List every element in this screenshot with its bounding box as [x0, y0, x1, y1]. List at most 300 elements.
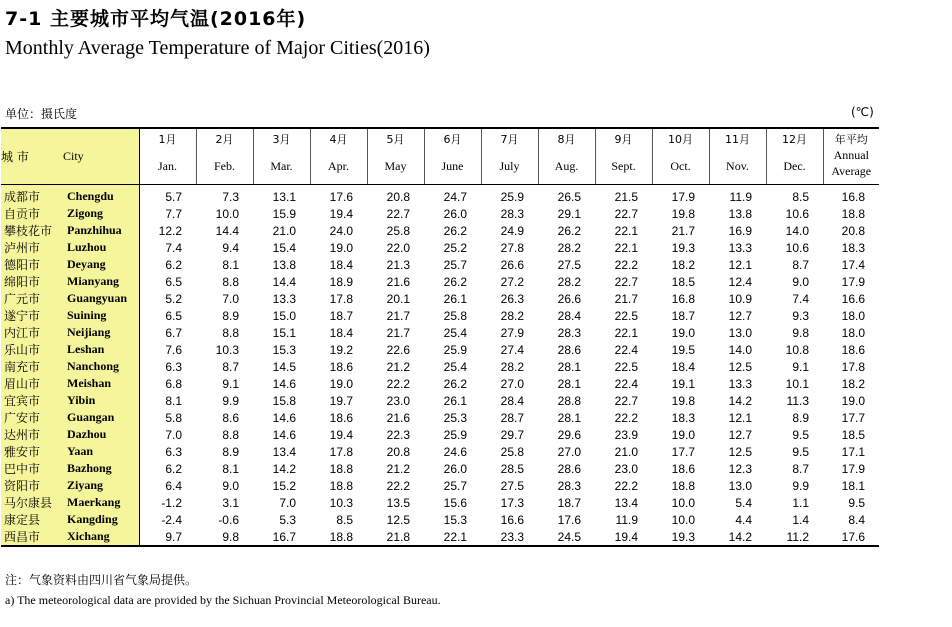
temperature-cell: 17.8	[329, 291, 353, 306]
header-month	[196, 128, 253, 185]
city-name-cn: 马尔康县	[1, 494, 63, 511]
temperature-cell: 8.5	[792, 189, 809, 204]
city-name-en: Guangan	[63, 409, 139, 426]
temperature-cell: 15.2	[272, 478, 296, 493]
header-month	[538, 128, 595, 185]
temperature-cell: 10.0	[671, 512, 695, 527]
temperature-cell: 14.4	[272, 274, 296, 289]
temperature-cell: 10.1	[785, 376, 809, 391]
temperature-cell: 13.0	[728, 478, 752, 493]
temperature-cell: 28.4	[500, 393, 524, 408]
temperature-cell: -2.4	[161, 512, 182, 527]
temperature-cell: 21.6	[386, 410, 410, 425]
temperature-cell: 13.3	[272, 291, 296, 306]
temperature-cell: 7.4	[165, 240, 182, 255]
temperature-cell: 5.7	[165, 189, 182, 204]
table-row	[1, 528, 879, 546]
temperature-cell: 6.4	[165, 478, 182, 493]
temperature-cell: 28.8	[557, 393, 581, 408]
temperature-cell: 29.6	[557, 427, 581, 442]
temperature-cell: 9.0	[222, 478, 239, 493]
temperature-cell: 18.2	[671, 257, 695, 272]
temperature-cell: 24.5	[538, 528, 595, 546]
temperature-cell: 19.8	[671, 206, 695, 221]
city-name-cn: 西昌市	[1, 528, 63, 546]
annual-value-cell: 18.8	[841, 206, 865, 221]
temperature-cell: 8.1	[222, 257, 239, 272]
temperature-cell: 29.7	[500, 427, 524, 442]
city-name-en: Xichang	[63, 528, 139, 546]
header-month	[424, 128, 481, 185]
temperature-cell: 13.8	[272, 257, 296, 272]
temperature-cell: 11.2	[766, 528, 823, 546]
temperature-cell: 28.2	[500, 308, 524, 323]
temperature-cell: 22.7	[614, 393, 638, 408]
temperature-cell: 10.0	[671, 495, 695, 510]
month-cn: 3月	[272, 133, 291, 146]
temperature-cell: 16.9	[728, 223, 752, 238]
temperature-cell: 25.4	[443, 325, 467, 340]
temperature-cell: 23.0	[386, 393, 410, 408]
city-name-cn: 乐山市	[1, 341, 63, 358]
temperature-cell: 25.2	[443, 240, 467, 255]
temperature-cell: 15.3	[272, 342, 296, 357]
month-cn: 9月	[614, 133, 633, 146]
temperature-cell: 9.1	[792, 359, 809, 374]
city-name-en: Dazhou	[63, 426, 139, 443]
temperature-cell: 12.2	[158, 223, 182, 238]
city-name-cn: 绵阳市	[1, 273, 63, 290]
temperature-cell: 22.1	[614, 223, 638, 238]
temperature-cell: 19.3	[652, 528, 709, 546]
temperature-cell: 15.8	[272, 393, 296, 408]
temperature-cell: 14.2	[728, 393, 752, 408]
temperature-cell: 22.2	[386, 376, 410, 391]
month-en: May	[384, 159, 407, 173]
temperature-cell: 6.3	[165, 359, 182, 374]
month-cn: 5月	[386, 133, 405, 146]
header-month	[595, 128, 652, 185]
temperature-cell: 5.4	[735, 495, 752, 510]
month-en: Nov.	[726, 159, 749, 173]
temperature-cell: 26.0	[443, 206, 467, 221]
temperature-cell: 6.7	[165, 325, 182, 340]
page-title-en: Monthly Average Temperature of Major Cities(2016)	[5, 37, 430, 59]
temperature-cell: 18.9	[329, 274, 353, 289]
temperature-cell: 18.5	[671, 274, 695, 289]
temperature-cell: 28.6	[557, 461, 581, 476]
temperature-cell: 19.8	[671, 393, 695, 408]
month-en: Aug.	[554, 159, 579, 173]
table-row	[1, 239, 879, 256]
temperature-cell: 21.2	[386, 359, 410, 374]
temperature-cell: 17.6	[557, 512, 581, 527]
temperature-cell: 15.0	[272, 308, 296, 323]
month-en: Sept.	[611, 159, 636, 173]
temperature-cell: 19.5	[671, 342, 695, 357]
header-row	[1, 128, 879, 185]
temperature-cell: 24.7	[443, 189, 467, 204]
city-name-cn: 资阳市	[1, 477, 63, 494]
temperature-cell: 16.7	[253, 528, 310, 546]
month-cn: 2月	[215, 133, 234, 146]
city-name-cn: 自贡市	[1, 205, 63, 222]
month-cn: 1月	[158, 133, 177, 146]
temperature-cell: 22.7	[614, 206, 638, 221]
temperature-cell: 16.8	[671, 291, 695, 306]
temperature-cell: 8.9	[792, 410, 809, 425]
table-row	[1, 460, 879, 477]
temperature-cell: 25.9	[443, 342, 467, 357]
temperature-cell: 18.6	[329, 410, 353, 425]
header-month	[766, 128, 823, 185]
city-name-en: Deyang	[63, 256, 139, 273]
temperature-cell: 6.3	[165, 444, 182, 459]
temperature-cell: 22.2	[386, 478, 410, 493]
temperature-cell: 8.7	[792, 461, 809, 476]
temperature-cell: 28.5	[500, 461, 524, 476]
temperature-cell: 25.8	[443, 308, 467, 323]
temperature-cell: 19.0	[329, 240, 353, 255]
temperature-cell: 21.7	[614, 291, 638, 306]
temperature-cell: 25.7	[443, 478, 467, 493]
annual-value-cell: 18.0	[841, 325, 865, 340]
temperature-cell: 10.0	[215, 206, 239, 221]
temperature-cell: 18.3	[671, 410, 695, 425]
header-month	[709, 128, 766, 185]
temperature-cell: 27.5	[500, 478, 524, 493]
temperature-cell: 11.9	[729, 189, 752, 204]
temperature-cell: 21.5	[614, 189, 638, 204]
temperature-cell: 26.2	[443, 223, 467, 238]
temperature-cell: 26.2	[443, 376, 467, 391]
header-month	[652, 128, 709, 185]
table-row	[1, 205, 879, 222]
temperature-cell: 13.8	[728, 206, 752, 221]
temperature-cell: 28.2	[500, 359, 524, 374]
temperature-cell: 28.2	[557, 274, 581, 289]
temperature-cell: 3.1	[222, 495, 239, 510]
temperature-cell: 8.8	[222, 274, 239, 289]
annual-value-cell: 17.9	[841, 461, 865, 476]
temperature-cell: 6.8	[165, 376, 182, 391]
city-name-en: Luzhou	[63, 239, 139, 256]
month-en: Feb.	[214, 159, 235, 173]
temperature-cell: 9.8	[196, 528, 253, 546]
annual-value-cell: 17.4	[841, 257, 865, 272]
temperature-table	[1, 127, 879, 547]
annual-value-cell: 9.5	[848, 495, 865, 510]
table-row	[1, 494, 879, 511]
temperature-cell: 8.7	[792, 257, 809, 272]
temperature-cell: 21.0	[614, 444, 638, 459]
table-row	[1, 375, 879, 392]
city-name-en: Nanchong	[63, 358, 139, 375]
city-name-cn: 成都市	[1, 185, 63, 206]
temperature-cell: 18.8	[671, 478, 695, 493]
annual-value-cell: 18.6	[841, 342, 865, 357]
city-name-cn: 攀枝花市	[1, 222, 63, 239]
temperature-cell: 27.0	[557, 444, 581, 459]
table-body	[1, 185, 879, 547]
city-name-en: Ziyang	[63, 477, 139, 494]
unit-symbol: (℃)	[851, 105, 874, 119]
temperature-cell: 14.0	[785, 223, 809, 238]
month-en: Oct.	[670, 159, 691, 173]
temperature-cell: 6.5	[165, 274, 182, 289]
temperature-cell: 10.6	[785, 240, 809, 255]
temperature-cell: 22.3	[386, 427, 410, 442]
temperature-cell: 18.6	[671, 461, 695, 476]
temperature-cell: 25.3	[443, 410, 467, 425]
city-name-en: Suining	[63, 307, 139, 324]
temperature-cell: 29.1	[557, 206, 581, 221]
table-row	[1, 324, 879, 341]
temperature-cell: 11.9	[615, 512, 638, 527]
temperature-cell: 9.0	[792, 274, 809, 289]
temperature-cell: 21.7	[386, 325, 410, 340]
temperature-cell: 21.6	[386, 274, 410, 289]
temperature-cell: 9.9	[222, 393, 239, 408]
temperature-cell: 22.7	[386, 206, 410, 221]
temperature-cell: 7.6	[165, 342, 182, 357]
table-row	[1, 511, 879, 528]
temperature-cell: 9.3	[792, 308, 809, 323]
table-row	[1, 341, 879, 358]
city-name-cn: 内江市	[1, 324, 63, 341]
month-en: July	[499, 159, 520, 173]
temperature-cell: 23.3	[481, 528, 538, 546]
temperature-cell: 13.1	[272, 189, 296, 204]
month-cn: 10月	[668, 133, 693, 146]
temperature-cell: 22.1	[614, 240, 638, 255]
temperature-cell: 19.4	[595, 528, 652, 546]
temperature-cell: 25.4	[443, 359, 467, 374]
temperature-cell: 14.4	[215, 223, 239, 238]
table-row	[1, 477, 879, 494]
temperature-cell: 21.2	[386, 461, 410, 476]
temperature-cell: 19.1	[671, 376, 695, 391]
temperature-cell: 7.0	[222, 291, 239, 306]
temperature-cell: 13.5	[386, 495, 410, 510]
month-cn: 12月	[782, 133, 807, 146]
temperature-cell: 20.8	[386, 444, 410, 459]
temperature-cell: 8.7	[222, 359, 239, 374]
temperature-cell: 12.3	[728, 461, 752, 476]
page-title-cn: 7-1 主要城市平均气温(2016年)	[5, 8, 307, 30]
temperature-cell: 26.0	[443, 461, 467, 476]
unit-label: 单位：摄氏度	[5, 107, 78, 121]
header-city-en: City	[63, 128, 139, 185]
month-en: Dec.	[783, 159, 806, 173]
city-name-cn: 德阳市	[1, 256, 63, 273]
temperature-cell: 27.9	[500, 325, 524, 340]
temperature-cell: 12.4	[728, 274, 752, 289]
temperature-cell: 22.4	[614, 342, 638, 357]
temperature-cell: 18.8	[329, 461, 353, 476]
footnote-en: a) The meteorological data are provided by the Sichuan Provincial Meteorological Bureau.	[5, 593, 441, 607]
temperature-cell: 14.0	[728, 342, 752, 357]
temperature-cell: 6.5	[165, 308, 182, 323]
temperature-cell: 26.1	[443, 291, 467, 306]
temperature-cell: 24.9	[500, 223, 524, 238]
temperature-cell: 14.2	[272, 461, 296, 476]
temperature-cell: 4.4	[735, 512, 752, 527]
temperature-cell: 27.5	[557, 257, 581, 272]
city-name-en: Mianyang	[63, 273, 139, 290]
temperature-cell: 22.4	[614, 376, 638, 391]
temperature-cell: 12.5	[386, 512, 410, 527]
city-name-cn: 南充市	[1, 358, 63, 375]
temperature-cell: 28.1	[557, 376, 581, 391]
temperature-cell: 9.5	[792, 444, 809, 459]
temperature-cell: 19.4	[329, 427, 353, 442]
temperature-cell: 9.4	[222, 240, 239, 255]
temperature-cell: 16.6	[500, 512, 524, 527]
temperature-cell: 13.4	[614, 495, 638, 510]
temperature-cell: 24.0	[329, 223, 353, 238]
temperature-cell: 28.6	[557, 342, 581, 357]
temperature-cell: 22.5	[614, 308, 638, 323]
city-name-en: Maerkang	[63, 494, 139, 511]
annual-value-cell: 18.3	[841, 240, 865, 255]
temperature-cell: 13.3	[728, 240, 752, 255]
city-name-en: Kangding	[63, 511, 139, 528]
temperature-cell: 10.3	[329, 495, 353, 510]
annual-value-cell: 20.8	[841, 223, 865, 238]
temperature-cell: 26.6	[557, 291, 581, 306]
temperature-cell: 25.8	[500, 444, 524, 459]
table-row	[1, 409, 879, 426]
temperature-cell: 19.0	[671, 427, 695, 442]
month-cn: 7月	[500, 133, 519, 146]
temperature-cell: 18.7	[557, 495, 581, 510]
temperature-cell: 28.7	[500, 410, 524, 425]
temperature-cell: 17.9	[671, 189, 695, 204]
temperature-cell: 17.8	[329, 444, 353, 459]
temperature-cell: 20.1	[386, 291, 410, 306]
temperature-cell: 22.2	[614, 478, 638, 493]
city-name-en: Chengdu	[63, 185, 139, 206]
temperature-cell: 7.0	[279, 495, 296, 510]
annual-value-cell: 18.0	[841, 308, 865, 323]
temperature-cell: 15.9	[272, 206, 296, 221]
temperature-cell: 18.4	[329, 257, 353, 272]
temperature-cell: 22.2	[614, 257, 638, 272]
temperature-cell: 28.3	[557, 478, 581, 493]
city-name-cn: 宜宾市	[1, 392, 63, 409]
temperature-cell: 12.1	[728, 257, 752, 272]
temperature-cell: 6.2	[165, 461, 182, 476]
city-name-en: Leshan	[63, 341, 139, 358]
temperature-cell: 19.4	[329, 206, 353, 221]
temperature-cell: 25.8	[386, 223, 410, 238]
temperature-cell: 14.6	[272, 410, 296, 425]
table-row	[1, 185, 879, 206]
city-name-en: Meishan	[63, 375, 139, 392]
city-name-en: Guangyuan	[63, 290, 139, 307]
temperature-cell: 8.9	[222, 308, 239, 323]
annual-value-cell: 17.9	[841, 274, 865, 289]
temperature-cell: 6.2	[165, 257, 182, 272]
temperature-cell: 18.7	[671, 308, 695, 323]
temperature-cell: 17.7	[671, 444, 695, 459]
temperature-cell: -1.2	[161, 495, 182, 510]
temperature-cell: 7.0	[165, 427, 182, 442]
temperature-cell: 8.5	[336, 512, 353, 527]
temperature-cell: 26.6	[500, 257, 524, 272]
temperature-cell: 26.2	[443, 274, 467, 289]
temperature-cell: 12.5	[728, 444, 752, 459]
month-en: June	[441, 159, 464, 173]
temperature-cell: 21.7	[386, 308, 410, 323]
annual-en-2: Average	[831, 164, 872, 178]
temperature-cell: 28.2	[557, 240, 581, 255]
temperature-cell: 1.4	[792, 512, 809, 527]
temperature-cell: 26.2	[557, 223, 581, 238]
month-cn: 8月	[557, 133, 576, 146]
temperature-cell: 8.6	[222, 410, 239, 425]
temperature-cell: 9.8	[792, 325, 809, 340]
temperature-cell: 14.6	[272, 376, 296, 391]
city-name-cn: 眉山市	[1, 375, 63, 392]
table-row	[1, 290, 879, 307]
temperature-cell: 19.0	[329, 376, 353, 391]
temperature-cell: 8.1	[222, 461, 239, 476]
city-name-cn: 雅安市	[1, 443, 63, 460]
temperature-cell: 9.1	[222, 376, 239, 391]
table-row	[1, 222, 879, 239]
annual-value-cell: 16.8	[841, 189, 865, 204]
annual-cn: 年平均	[834, 133, 868, 146]
header-city-cn: 城 市	[1, 128, 63, 185]
temperature-cell: 18.8	[329, 478, 353, 493]
temperature-cell: 13.0	[728, 325, 752, 340]
temperature-cell: 15.6	[443, 495, 467, 510]
temperature-cell: 7.3	[222, 189, 239, 204]
annual-value-cell: 19.0	[841, 393, 865, 408]
city-name-en: Panzhihua	[63, 222, 139, 239]
temperature-cell: 8.9	[222, 444, 239, 459]
temperature-cell: 22.0	[386, 240, 410, 255]
header-month	[310, 128, 367, 185]
table-row	[1, 273, 879, 290]
temperature-cell: 1.1	[792, 495, 809, 510]
temperature-cell: 25.9	[500, 189, 524, 204]
temperature-cell: 9.7	[139, 528, 196, 546]
annual-value-cell: 16.6	[841, 291, 865, 306]
header-month	[253, 128, 310, 185]
temperature-cell: 5.2	[165, 291, 182, 306]
temperature-cell: 9.9	[792, 478, 809, 493]
temperature-cell: 26.3	[500, 291, 524, 306]
month-cn: 4月	[329, 133, 348, 146]
header-month	[139, 128, 196, 185]
temperature-cell: 10.9	[728, 291, 752, 306]
table-row	[1, 358, 879, 375]
table-row	[1, 392, 879, 409]
temperature-cell: 5.3	[279, 512, 296, 527]
temperature-cell: 28.1	[557, 410, 581, 425]
table-row	[1, 443, 879, 460]
temperature-cell: 21.3	[386, 257, 410, 272]
city-name-cn: 达州市	[1, 426, 63, 443]
city-name-cn: 遂宁市	[1, 307, 63, 324]
month-cn: 11月	[725, 133, 750, 146]
annual-value-cell: 17.1	[841, 444, 865, 459]
temperature-cell: 15.4	[272, 240, 296, 255]
annual-value-cell: 18.1	[841, 478, 865, 493]
